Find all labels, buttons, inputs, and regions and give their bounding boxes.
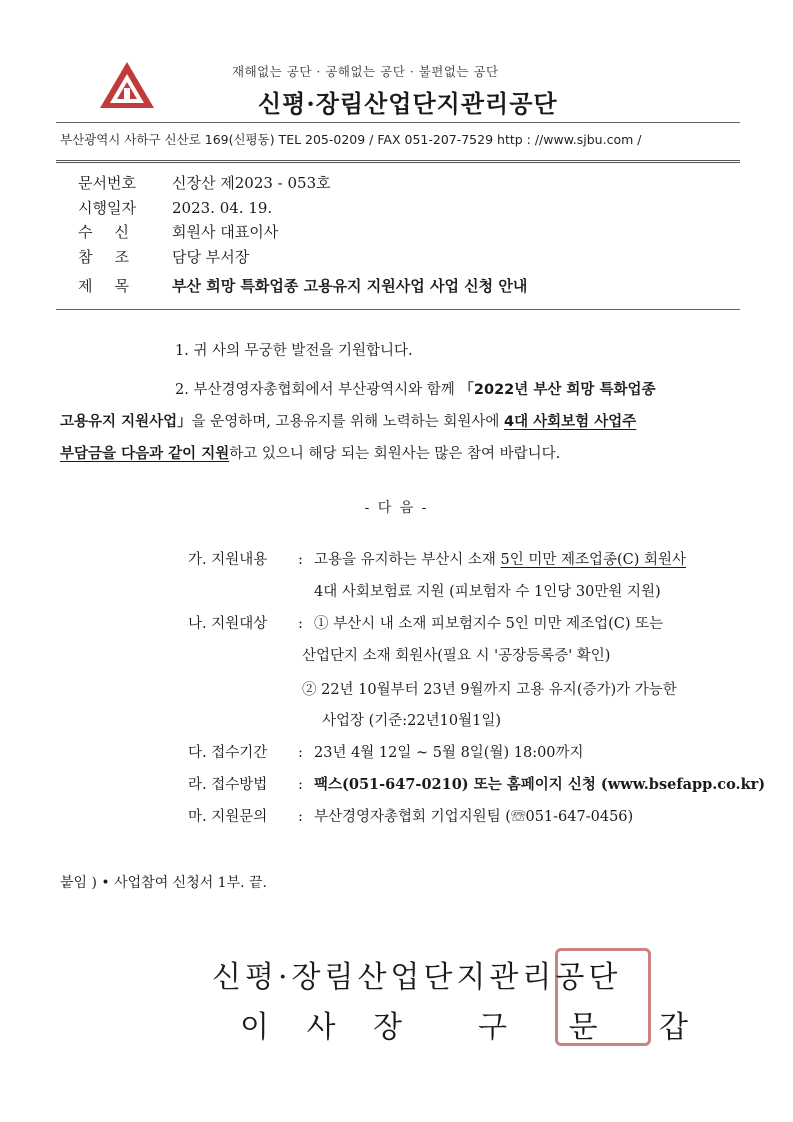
doc-number-label: 문서번호 [78,174,136,192]
reference-row [78,246,249,267]
paragraph-2-line-2 [60,410,636,431]
signature-line [240,1002,714,1046]
recipient: 회원사 대표이사 [172,223,279,241]
slogan: 재해없는 공단 · 공해없는 공단 · 불편없는 공단 [232,64,499,79]
p2-highlight-b: 부담금을 다음과 같이 지원 [60,446,230,462]
item-method: 라. 접수방법 : 팩스(051-647-0210) 또는 홈페이지 신청 (www.bsefapp.co.kr) [188,773,765,794]
item-key: 다. 접수기간 [188,745,268,761]
item-support-content-line-2: 4대 사회보험료 지원 (피보험자 수 1인당 30만원 지원) [314,584,661,600]
header-double-rule [56,160,740,163]
item-eligibility-line-2: 산업단지 소재 회원사(필요 시 '공장등록증' 확인) [302,648,611,664]
paragraph-2-line-3 [60,442,560,463]
p2-highlight-a: 4대 사회보험 사업주 [504,414,637,430]
org-logo-icon [98,60,156,110]
item-eligibility: 나. 지원대상 : ① 부산시 내 소재 피보험지수 5인 미만 제조업(C) 또는 [188,612,663,633]
item-period: 다. 접수기간 : 23년 4월 12일 ~ 5월 8일(월) 18:00까지 [188,741,584,762]
issue-date: 2023. 04. 19. [172,199,273,217]
paragraph-1: 1. 귀 사의 무궁한 발전을 기원합니다. [175,343,413,359]
notice-heading: - 다 음 - [364,500,429,516]
org-name-heading: 신평·장림산업단지관리공단 [258,89,558,118]
item-support-content: 가. 지원내용 : 고용을 유지하는 부산시 소재 5인 미만 제조업종(C) 회원사 [188,548,686,569]
item-eligibility-line-3: ② 22년 10월부터 23년 9월까지 고용 유지(증가)가 가능한 [302,682,677,698]
doc-number: 신장산 제2023 - 053호 [172,174,331,192]
p2-program-name-b: 고용유지 지원사업」 [60,414,192,430]
p2-text-a: 2. 부산경영자총협회에서 부산광역시와 함께 [175,382,460,398]
p2-text-b: 을 운영하며, 고용유지를 위해 노력하는 회원사에 [191,414,505,430]
reference: 담당 부서장 [172,248,250,266]
signature-org: 신평·장림산업단지관리공단 [212,960,622,995]
p2-text-c: 하고 있으니 해당 되는 회원사는 많은 참여 바랍니다. [229,446,561,462]
subject: 부산 희망 특화업종 고용유지 지원사업 사업 신청 안내 [172,277,528,295]
date-row [78,197,272,218]
header-rule [56,122,740,123]
subject-row [78,275,527,296]
subject-label: 제목 [78,277,151,295]
reference-label: 참조 [78,248,151,266]
meta-rule [56,309,740,310]
paragraph-2-line-1 [175,378,655,399]
address-line: 부산광역시 사하구 신산로 169(신평동) TEL 205-0209 / FAX 051-207-7529 http : //www.sjbu.com / [60,132,642,147]
signature-name: 구 문 갑 [478,1010,715,1045]
item-key: 가. 지원내용 [188,552,268,568]
item-key: 나. 지원대상 [188,616,268,632]
item-target-highlight: 5인 미만 제조업종(C) 회원사 [500,552,687,568]
item-key: 마. 지원문의 [188,809,268,825]
recipient-label: 수신 [78,223,151,241]
p2-program-name-a: 「2022년 부산 희망 특화업종 [459,382,656,398]
item-inquiry: 마. 지원문의 : 부산경영자총협회 기업지원팀 (☏051-647-0456) [188,805,633,826]
recipient-row [78,221,278,242]
date-label: 시행일자 [78,199,136,217]
item-eligibility-line-4: 사업장 (기준:22년10월1일) [322,713,501,729]
item-key: 라. 접수방법 [188,777,268,793]
signature-title: 이 사 장 [240,1010,417,1045]
doc-number-row [78,172,331,193]
attachment-note: 붙임 ) • 사업참여 신청서 1부. 끝. [60,875,267,891]
